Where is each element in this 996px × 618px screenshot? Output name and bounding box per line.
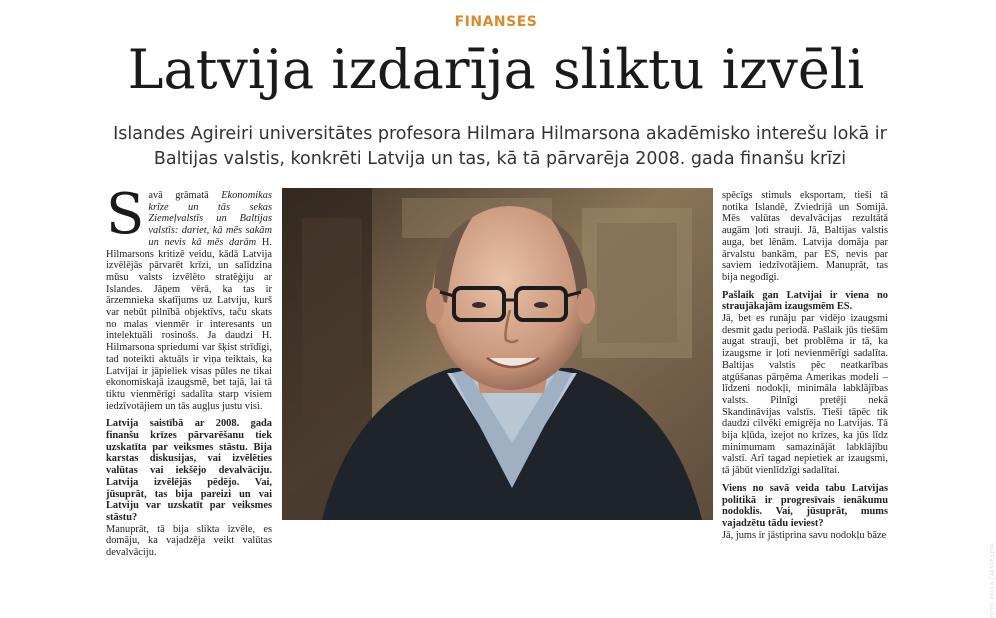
lead-paragraph: Islandes Agireiri universitātes profesora Hilmara Hilmarsona akadēmisko interešu lokā ir Baltijas valstis, konkrēti Latvija un tas, kā tā pārvarēja 2008. gada finanšu krīzi [113,124,887,169]
answer-2: Jā, bet es runāju par vidējo izaugsmi desmit gadu periodā. Pašlaik jūs tiešām augat strauji, bet problēma ir tā, ka izaugsme ir ļoti nevienmērīgi sadalīta. Baltijas valstis pēc neatkarības atgūšanas pārņēma Amerikas modeli – līdzeni nodokļi, minimāla labklājības valsts. Pilnīgi pretēji nekā Skandināvijas valstīs. Tieši tāpēc tik daudzi cilvēki emigrēja no Latvijas. Tā bija kļūda, izejot no krīzes, ka jūs līdz minimumam samazinājāt labklājību valstī. Arī tagad nepietiek ar izaugsmi, tā jābūt vienlīdzīgi sadalītai. [722,313,888,477]
question-3: Viens no savā veida tabu Latvijas politikā ir progresīvais ienākumu nodoklis. Vai, jūsuprāt, mums vajadzētu tādu ieviest? [722,482,888,529]
intro-paragraph [106,182,272,412]
answer-1: Manuprāt, tā bija slikta izvēle, es domāju, ka vajadzēja veikt valūtas devalvāciju. [106,523,272,559]
dropcap: S [106,182,145,247]
intro-text-1: avā grāmatā [148,190,222,201]
left-column [106,182,272,559]
right-column [722,190,888,541]
answer-3: Jā, jums ir jāstiprina savu nodokļu bāze [722,529,887,541]
intro-text-2: H. Hilmarsons kritizē veidu, kādā Latvija izvēlējās pārvarēt krīzi, un salīdzina mūsu valsts izvēlēto stratēģiju ar Islandes. Jāņem vērā, ka tas ir ārzemnieka skatījums uz Latviju, kurš var nebūt pilnībā objektīvs, taču skats no malas vienmēr ir interesants un intelektuāli rosinošs. Ja daudzi H. Hilmarsona spriedumi var šķist strīdīgi, tad noteikti aktuāls ir viņa teiktais, ka Latvijai ir jāpieliek visas pūles ne tikai ekonomiskajā izaugsmē, bet tajā, lai tā tiktu vienmērīgi sadalīta starp visiem iedzīvotājiem un tās augļus justu visi. [106,236,272,412]
book-title: Ekonomikas krīze un tās sekas Ziemeļvalstīs un Baltijas valstīs: dariet, kā mēs sakām un nevis kā mēs darām [148,190,272,248]
portrait-illustration [282,188,713,520]
continued-paragraph: spēcīgs stimuls eksportam, tieši tā notika Islandē, Zviedrijā un Somijā. Mēs valūtas devalvācijas rezultātā augām ļoti strauji. Jā, Baltijas valstis auga, bet lēnām. Latvija domāja par ārvalstu bankām, par ES, nevis par saviem iedzīvotājiem. Manuprāt, tas bija negodīgi. [722,190,888,283]
headline: Latvija izdarīja sliktu izvēli [127,38,865,101]
question-2: Pašlaik gan Latvijai ir viena no straujākajām izaugsmēm ES. [722,289,888,313]
question-1: Latvija saistībā ar 2008. gada finanšu krīzes pārvarēšanu tiek uzskatīta par veiksmes stāstu. Bija karstas diskusijas, vai izvēlēties valūtas vai iekšējo devalvāciju. Latvija izvēlējās pēdējo. Vai, jūsuprāt, tas bija pareizi un vai Latviju var uzskatīt par veiksmes stāstu? [106,418,272,523]
section-label: FINANSES [454,14,538,30]
photo-credit: FOTO: PAULA ČĀKSTE/LETA [990,543,996,618]
